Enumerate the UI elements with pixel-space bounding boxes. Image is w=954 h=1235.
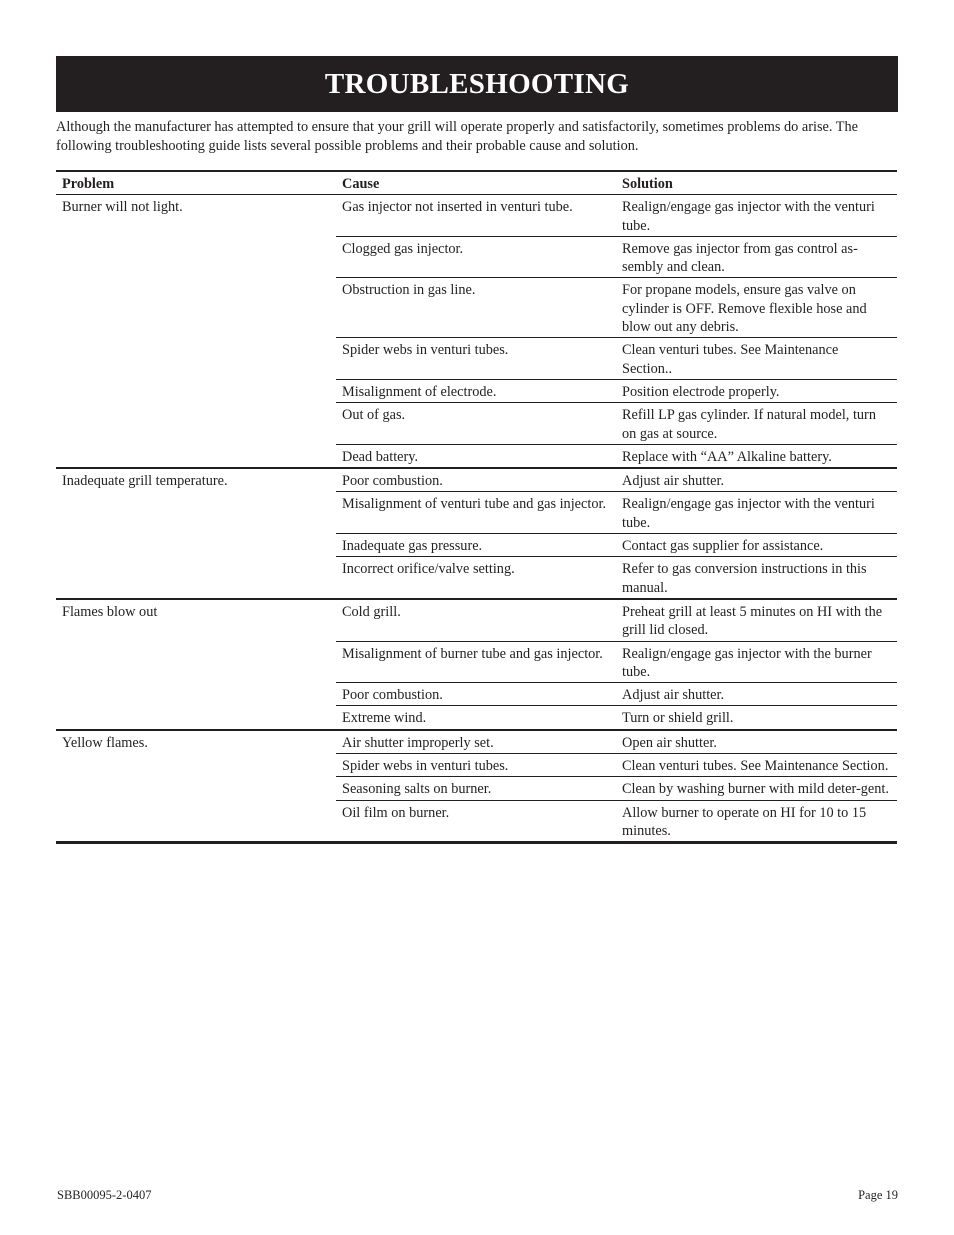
cause-cell: Misalignment of venturi tube and gas injector. [336, 492, 616, 534]
solution-cell: Clean by washing burner with mild deter-gent. [616, 777, 897, 800]
header-solution: Solution [616, 171, 897, 195]
problem-cell: Burner will not light. [56, 195, 336, 468]
cause-cell: Misalignment of electrode. [336, 379, 616, 402]
cause-cell: Spider webs in venturi tubes. [336, 754, 616, 777]
solution-cell: Realign/engage gas injector with the burner tube. [616, 641, 897, 683]
solution-cell: Adjust air shutter. [616, 683, 897, 706]
solution-cell: Refer to gas conversion instructions in this manual. [616, 557, 897, 599]
cause-cell: Oil film on burner. [342, 804, 450, 821]
solution-cell: Open air shutter. [616, 730, 897, 754]
cause-cell: Poor combustion. [336, 468, 616, 492]
cause-cell: Gas injector not inserted in venturi tube. [336, 195, 616, 237]
document-code: SBB00095-2-0407 [57, 1188, 152, 1202]
cause-cell: Obstruction in gas line. [336, 278, 616, 338]
cause-cell: Out of gas. [336, 403, 616, 445]
header-cause: Cause [336, 171, 616, 195]
table-row [56, 195, 897, 237]
table-body [56, 195, 897, 843]
table-header-row [56, 171, 897, 195]
solution-cell: Position electrode properly. [616, 379, 897, 402]
cause-cell: Incorrect orifice/valve setting. [336, 557, 616, 599]
cause-cell: Seasoning salts on burner. [336, 777, 616, 800]
page-number: Page 19 [858, 1188, 898, 1202]
solution-cell: Realign/engage gas injector with the venturi tube. [616, 492, 897, 534]
problem-cell: Yellow flames. [62, 734, 148, 751]
cause-cell: Air shutter improperly set. [336, 730, 616, 754]
header-problem: Problem [56, 171, 336, 195]
solution-cell: Allow burner to operate on HI for 10 to 15 minutes. [622, 804, 867, 839]
solution-cell: For propane models, ensure gas valve on cylinder is OFF. Remove flexible hose and blow out any debris. [616, 278, 897, 338]
solution-cell: Realign/engage gas injector with the venturi tube. [616, 195, 897, 237]
solution-cell: Adjust air shutter. [616, 468, 897, 492]
cause-cell: Cold grill. [336, 599, 616, 641]
solution-cell: Contact gas supplier for assistance. [616, 534, 897, 557]
cause-cell: Inadequate gas pressure. [336, 534, 616, 557]
page-title: TROUBLESHOOTING [324, 67, 630, 100]
solution-cell: Refill LP gas cylinder. If natural model, turn on gas at source. [616, 403, 897, 445]
cause-cell: Dead battery. [336, 444, 616, 468]
solution-cell: Clean venturi tubes. See Maintenance Section.. [616, 338, 897, 380]
problem-cell: Inadequate grill temperature. [56, 468, 336, 599]
solution-cell: Clean venturi tubes. See Maintenance Section. [616, 754, 897, 777]
solution-cell: Preheat grill at least 5 minutes on HI with the grill lid closed. [616, 599, 897, 641]
cause-cell: Poor combustion. [336, 683, 616, 706]
table-row [56, 599, 897, 641]
cause-cell: Spider webs in venturi tubes. [336, 338, 616, 380]
solution-cell: Turn or shield grill. [616, 706, 897, 730]
troubleshooting-table [56, 170, 897, 844]
title-banner [56, 56, 898, 112]
cause-cell: Clogged gas injector. [336, 236, 616, 278]
table-row [56, 468, 897, 492]
table-row [56, 730, 897, 754]
cause-cell: Misalignment of burner tube and gas injector. [336, 641, 616, 683]
solution-cell: Replace with “AA” Alkaline battery. [616, 444, 897, 468]
intro-paragraph: Although the manufacturer has attempted to ensure that your grill will operate properly and satisfactorily, sometimes problems do arise. The following troubleshooting guide lists several possible problems and their probable cause and solution. [56, 119, 858, 154]
solution-cell: Remove gas injector from gas control as-sembly and clean. [616, 236, 897, 278]
problem-cell: Flames blow out [56, 599, 336, 730]
cause-cell: Extreme wind. [336, 706, 616, 730]
